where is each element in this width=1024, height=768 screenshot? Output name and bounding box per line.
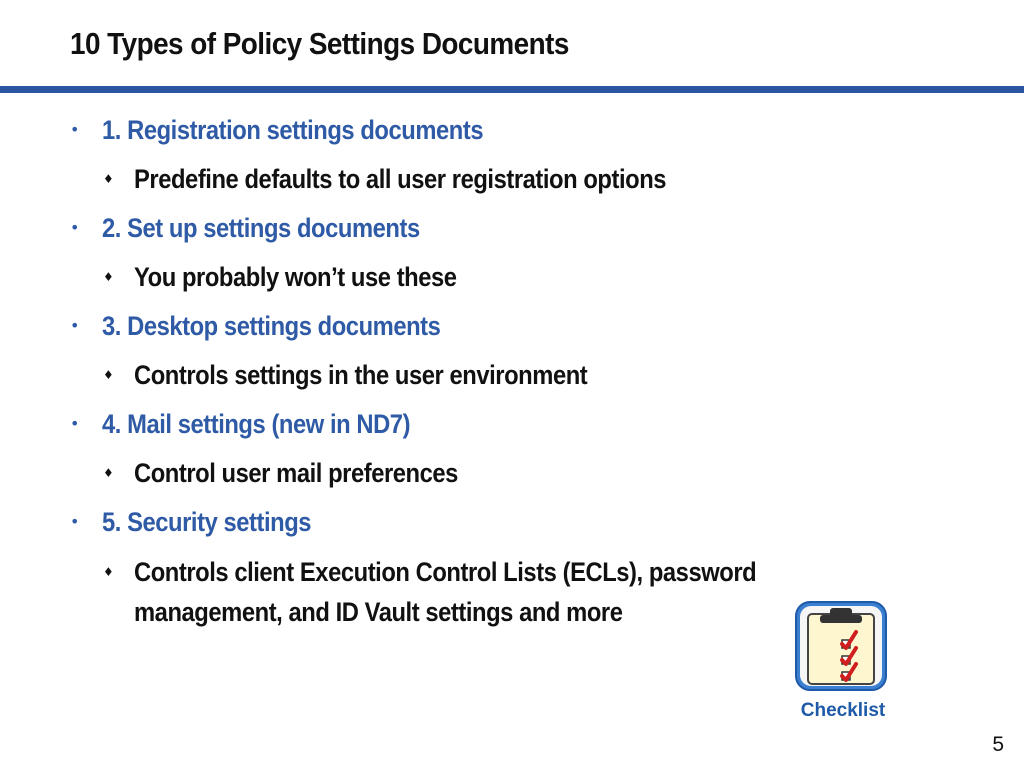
- bullet-dot-icon: •: [70, 512, 80, 531]
- diamond-bullet-icon: ♦: [103, 466, 114, 480]
- bullet-dot-icon: •: [70, 414, 80, 433]
- bullet-dot-icon: •: [70, 316, 80, 335]
- bullet-dot-icon: •: [70, 120, 80, 139]
- page-number: 5: [992, 733, 1004, 756]
- bullet-heading: 1. Registration settings documents: [102, 115, 484, 145]
- bullet-heading: 5. Security settings: [102, 507, 312, 537]
- diamond-bullet-icon: ♦: [103, 368, 114, 382]
- bullet-heading: 2. Set up settings documents: [102, 213, 420, 243]
- bullet-detail: Controls client Execution Control Lists (ECLs), password: [134, 557, 757, 587]
- bullet-detail: Controls settings in the user environment: [134, 360, 588, 390]
- diamond-bullet-icon: ♦: [103, 270, 114, 284]
- diamond-bullet-icon: ♦: [103, 172, 114, 186]
- diamond-bullet-icon: ♦: [103, 565, 114, 579]
- bullet-heading: 4. Mail settings (new in ND7): [102, 409, 411, 439]
- bullet-detail-continuation: management, and ID Vault settings and more: [134, 597, 623, 627]
- checklist-caption: Checklist: [800, 700, 886, 721]
- slide-title: 10 Types of Policy Settings Documents: [70, 26, 569, 61]
- bullet-detail: You probably won’t use these: [134, 262, 457, 292]
- bullet-heading: 3. Desktop settings documents: [102, 311, 441, 341]
- bullet-detail: Control user mail preferences: [134, 458, 458, 488]
- bullet-detail: Predefine defaults to all user registration options: [134, 164, 667, 194]
- bullet-dot-icon: •: [70, 218, 80, 237]
